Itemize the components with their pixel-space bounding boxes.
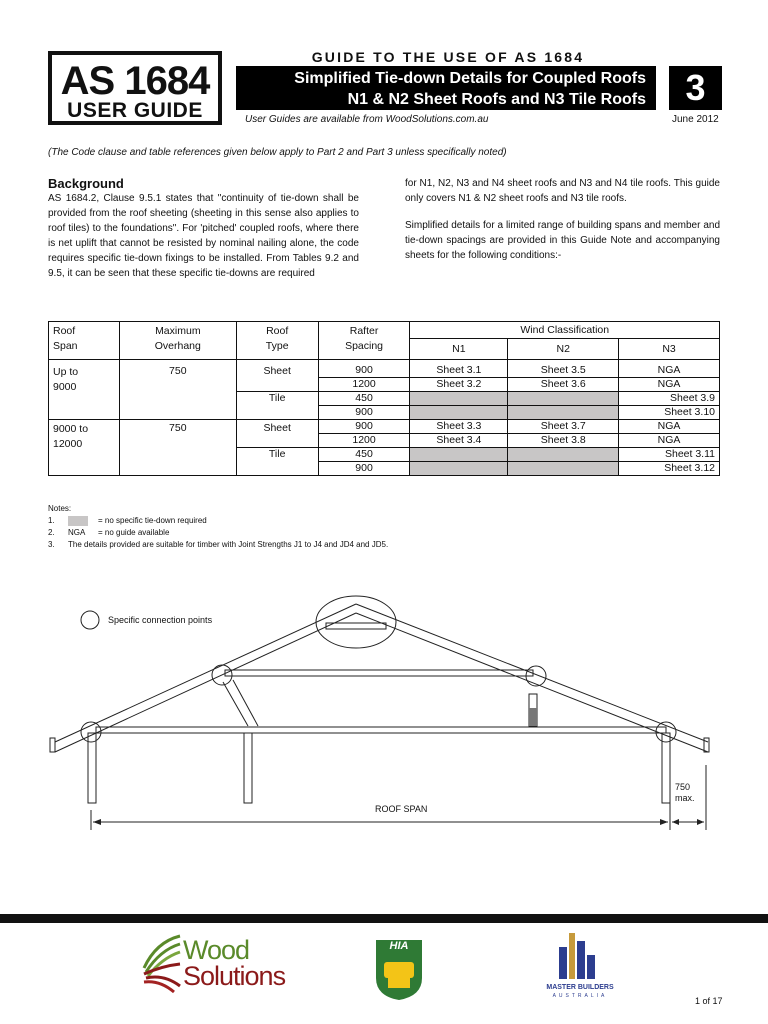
n1-cell: Sheet 3.2 bbox=[410, 378, 508, 392]
n2-cell: Sheet 3.6 bbox=[508, 378, 619, 392]
title-bar bbox=[236, 66, 656, 110]
n3-cell: NGA bbox=[619, 420, 720, 434]
header-max-overhang: Maximum Overhang bbox=[119, 322, 236, 360]
header-wind-classification: Wind Classification bbox=[410, 322, 720, 339]
header-n1: N1 bbox=[410, 339, 508, 360]
hia-hand-icon bbox=[384, 962, 414, 978]
header-roof-type: Roof Type bbox=[236, 322, 318, 360]
span-up-to-9000: Up to 9000 bbox=[49, 360, 120, 420]
notes bbox=[48, 503, 388, 551]
roof-type-tile: Tile bbox=[236, 448, 318, 476]
australia-wordmark: AUSTRALIA bbox=[552, 993, 608, 999]
spacing-cell: 450 bbox=[318, 448, 410, 462]
no-tie-down-cell bbox=[508, 392, 619, 406]
n3-cell: Sheet 3.12 bbox=[619, 462, 720, 476]
availability-note: User Guides are available from WoodSolutions.com.au bbox=[245, 114, 489, 125]
table-header-row bbox=[49, 322, 720, 339]
note-2: 2. NGA = no guide available bbox=[48, 528, 170, 537]
n2-cell: Sheet 3.8 bbox=[508, 434, 619, 448]
no-tie-down-cell bbox=[410, 406, 508, 420]
solutions-wordmark: Solutions bbox=[183, 961, 286, 991]
no-tie-down-cell bbox=[410, 448, 508, 462]
guide-number: 3 bbox=[669, 66, 722, 110]
spacing-cell: 450 bbox=[318, 392, 410, 406]
n3-cell: NGA bbox=[619, 434, 720, 448]
intro-note: (The Code clause and table references given below apply to Part 2 and Part 3 unless specifically noted) bbox=[48, 147, 507, 158]
background-right-paragraph-1: for N1, N2, N3 and N4 sheet roofs and N3 and N4 tile roofs. This guide only covers N1 & N2 sheet roofs and N3 tile roofs. bbox=[405, 178, 720, 204]
n3-cell: Sheet 3.9 bbox=[619, 392, 720, 406]
n3-cell: Sheet 3.11 bbox=[619, 448, 720, 462]
gray-swatch bbox=[68, 516, 88, 526]
logo-user-guide: USER GUIDE bbox=[67, 99, 203, 122]
roof-type-sheet: Sheet bbox=[236, 420, 318, 448]
spacing-cell: 900 bbox=[318, 420, 410, 434]
page-number: 1 of 17 bbox=[695, 996, 723, 1006]
header-n3: N3 bbox=[619, 339, 720, 360]
overhang-dimension-label: 750 max. bbox=[675, 782, 695, 803]
master-builders-icon bbox=[557, 931, 599, 983]
title-line-1: Simplified Tie-down Details for Coupled Roofs bbox=[294, 70, 646, 87]
no-tie-down-cell bbox=[508, 406, 619, 420]
header-n2: N2 bbox=[508, 339, 619, 360]
span-9000-to-12000: 9000 to 12000 bbox=[49, 420, 120, 476]
n3-cell: NGA bbox=[619, 360, 720, 378]
header-roof-span: Roof Span bbox=[49, 322, 120, 360]
as1684-logo bbox=[48, 51, 222, 125]
no-tie-down-cell bbox=[410, 392, 508, 406]
spacing-cell: 1200 bbox=[318, 378, 410, 392]
note-3: 3. The details provided are suitable for timber with Joint Strengths J1 to J4 and JD4 and JD5. bbox=[48, 540, 389, 549]
overhang-cell: 750 bbox=[119, 420, 236, 476]
spacing-cell: 900 bbox=[318, 406, 410, 420]
overhang-cell: 750 bbox=[119, 360, 236, 420]
ridge-connection-ellipse bbox=[316, 596, 396, 648]
footer-divider bbox=[0, 914, 768, 923]
n2-cell: Sheet 3.7 bbox=[508, 420, 619, 434]
guide-title: GUIDE TO THE USE OF AS 1684 bbox=[311, 49, 585, 65]
tie-down-table bbox=[48, 321, 720, 476]
roof-type-sheet: Sheet bbox=[236, 360, 318, 392]
note-1: 1. = no specific tie-down required bbox=[48, 516, 207, 525]
table-row bbox=[49, 420, 720, 434]
hia-wordmark: HIA bbox=[389, 940, 409, 952]
connection-point-legend-icon bbox=[81, 611, 99, 629]
publication-date: June 2012 bbox=[672, 114, 719, 125]
n1-cell: Sheet 3.1 bbox=[410, 360, 508, 378]
background-left-paragraph: AS 1684.2, Clause 9.5.1 states that "continuity of tie-down shall be provided from the roof sheeting (sheeting in this sense also applies to roof tiles) to the foundations". For 'pitched' coupled roofs, where there is net uplift that cannot be resisted by nominal nailing alone, the code requires specific tie-down fixings to be installed. From Tables 9.2 and 9.5, it can be seen that these specific tie-downs are required bbox=[48, 193, 359, 279]
n1-cell: Sheet 3.4 bbox=[410, 434, 508, 448]
n2-cell: Sheet 3.5 bbox=[508, 360, 619, 378]
spacing-cell: 900 bbox=[318, 360, 410, 378]
n3-cell: Sheet 3.10 bbox=[619, 406, 720, 420]
roof-type-tile: Tile bbox=[236, 392, 318, 420]
master-builders-wordmark: MASTER BUILDERS bbox=[546, 984, 614, 991]
no-tie-down-cell bbox=[508, 462, 619, 476]
woodsolutions-leaf-icon bbox=[140, 934, 184, 994]
spacing-cell: 900 bbox=[318, 462, 410, 476]
background-heading: Background bbox=[48, 176, 124, 191]
notes-heading: Notes: bbox=[48, 504, 72, 513]
no-tie-down-cell bbox=[410, 462, 508, 476]
background-right-paragraph-2: Simplified details for a limited range of building spans and member and tie-down spacings are provided in this Guide Note and accompanying sheets for the following conditions:- bbox=[405, 220, 720, 261]
n3-cell: NGA bbox=[619, 378, 720, 392]
spacing-cell: 1200 bbox=[318, 434, 410, 448]
roof-span-label: ROOF SPAN bbox=[375, 804, 428, 814]
table-row bbox=[49, 360, 720, 378]
n1-cell: Sheet 3.3 bbox=[410, 420, 508, 434]
wood-wordmark: Wood bbox=[183, 935, 250, 965]
title-line-2: N1 & N2 Sheet Roofs and N3 Tile Roofs bbox=[347, 91, 646, 108]
header-rafter-spacing: Rafter Spacing bbox=[318, 322, 410, 360]
logo-as1684: AS 1684 bbox=[60, 59, 210, 103]
diagram-legend-label: Specific connection points bbox=[108, 615, 213, 625]
no-tie-down-cell bbox=[508, 448, 619, 462]
